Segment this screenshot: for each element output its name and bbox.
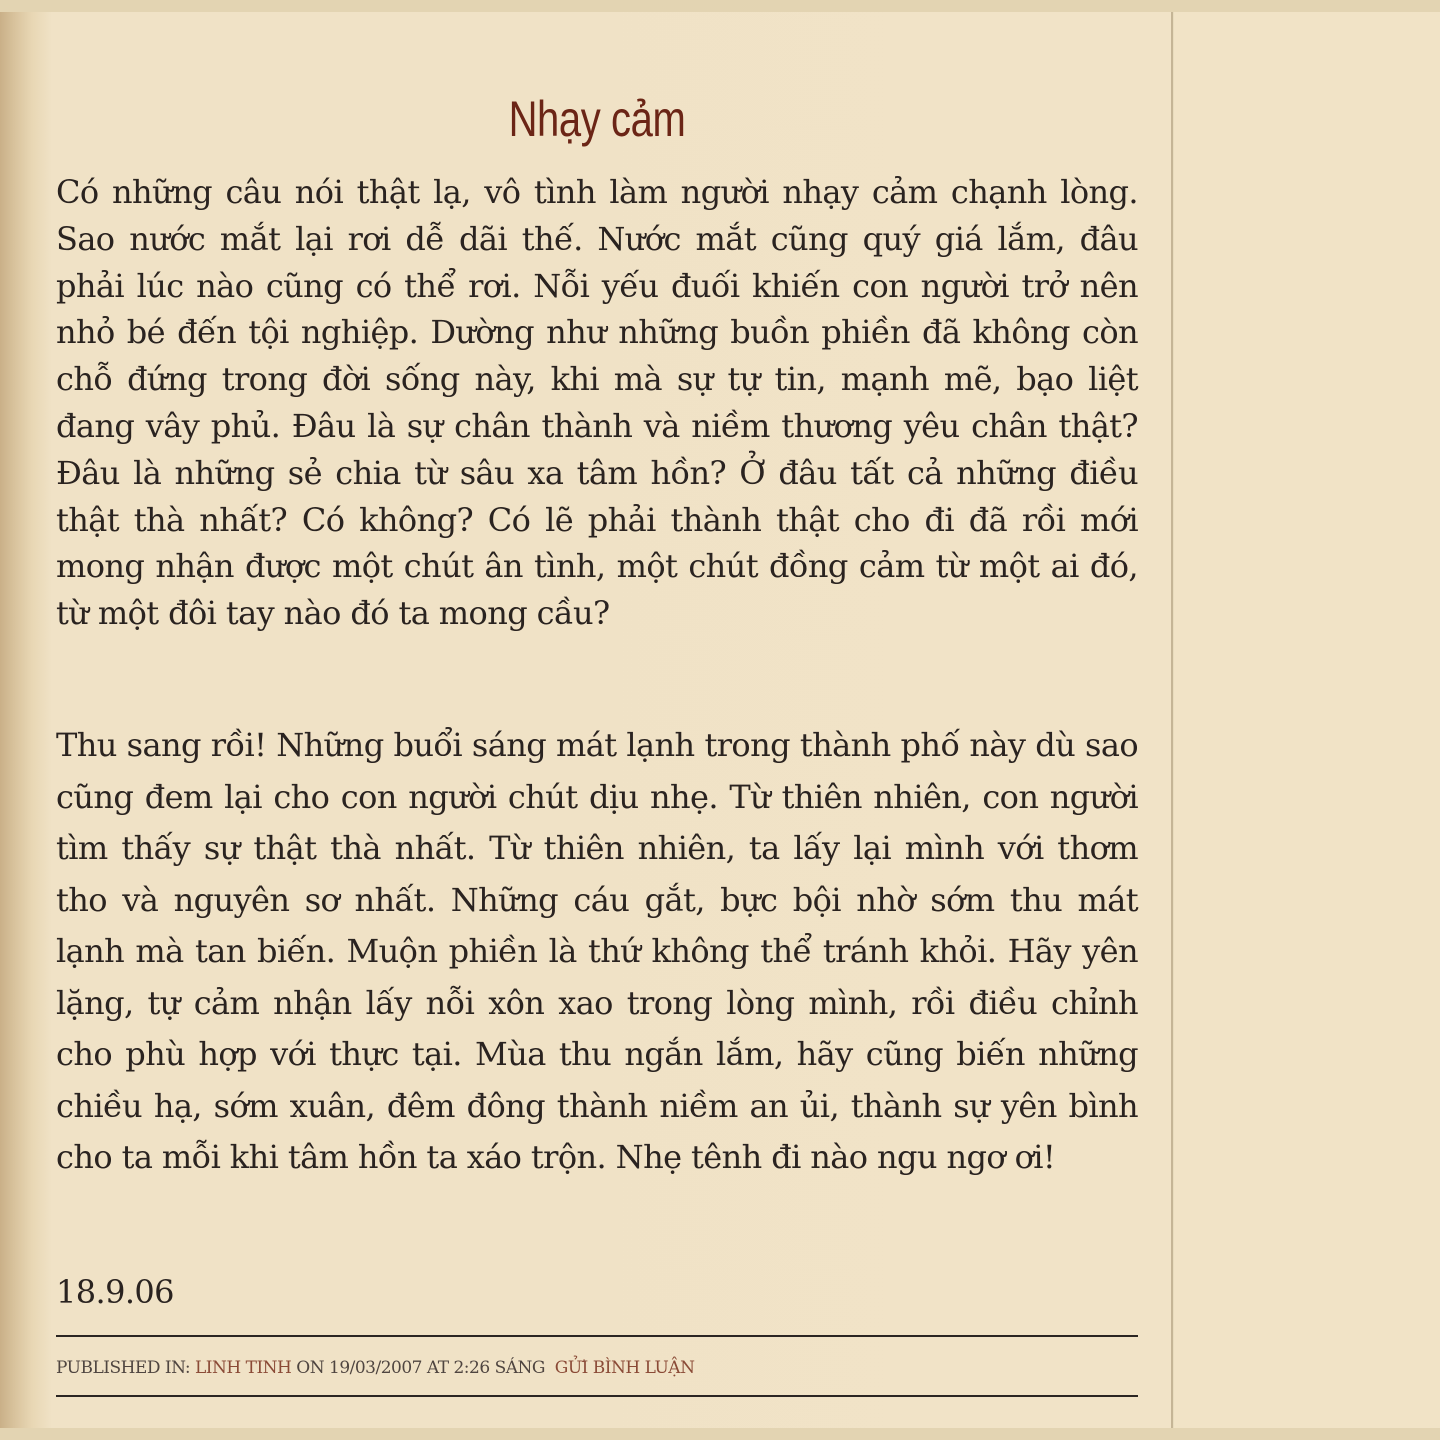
post-title[interactable]: Nhạy cảm (508, 91, 686, 147)
column-divider (1171, 12, 1173, 1428)
post-paragraph-2: Thu sang rồi! Những buổi sáng mát lạnh trong thành phố này dù sao cũng đem lại cho con người chút dịu nhẹ. Từ thiên nhiên, con người tìm thấy sự thật thà nhất. Từ thiên nhiên, ta lấy lại mình với thơm tho và nguyên sơ nhất. Những cáu gắt, bực bội nhờ sớm thu mát lạnh mà tan biến. Muộn phiền là thứ không thể tránh khỏi. Hãy yên lặng, tự cảm nhận lấy nỗi xôn xao trong lòng mình, rồi điều chỉnh cho phù hợp với thực tại. Mùa thu ngắn lắm, hãy cũng biến những chiều hạ, sớm xuân, đêm đông thành niềm an ủi, thành sự yên bình cho ta mỗi khi tâm hồn ta xáo trộn. Nhẹ tênh đi nào ngu ngơ ơi! (56, 726, 1138, 1176)
comment-link[interactable]: GỬI BÌNH LUẬN (554, 1358, 695, 1378)
post-meta (56, 1354, 694, 1382)
on-label: ON (296, 1358, 325, 1378)
top-edge (0, 0, 1440, 12)
category-link[interactable]: LINH TINH (195, 1358, 292, 1378)
meta-rule-bottom (56, 1395, 1138, 1397)
published-label: PUBLISHED IN: (56, 1358, 191, 1378)
meta-rule-top (56, 1335, 1138, 1337)
post-date: 18.9.06 (56, 1273, 174, 1311)
post-paragraph-1: Có những câu nói thật lạ, vô tình làm người nhạy cảm chạnh lòng. Sao nước mắt lại rơi dễ dãi thế. Nước mắt cũng quý giá lắm, đâu phải lúc nào cũng có thể rơi. Nỗi yếu đuối khiến con người trở nên nhỏ bé đến tội nghiệp. Dường như những buồn phiền đã không còn chỗ đứng trong đời sống này, khi mà sự tự tin, mạnh mẽ, bạo liệt đang vây phủ. Đâu là sự chân thành và niềm thương yêu chân thật? Đâu là những sẻ chia từ sâu xa tâm hồn? Ở đâu tất cả những điều thật thà nhất? Có không? Có lẽ phải thành thật cho đi đã rồi mới mong nhận được một chút ân tình, một chút đồng cảm từ một ai đó, từ một đôi tay nào đó ta mong cầu? (56, 173, 1138, 633)
bottom-edge (0, 1428, 1440, 1440)
publish-time: 2:26 SÁNG (453, 1358, 545, 1378)
publish-date: 19/03/2007 (329, 1358, 422, 1378)
sidebar (1174, 12, 1440, 1428)
at-label: AT (426, 1358, 449, 1378)
